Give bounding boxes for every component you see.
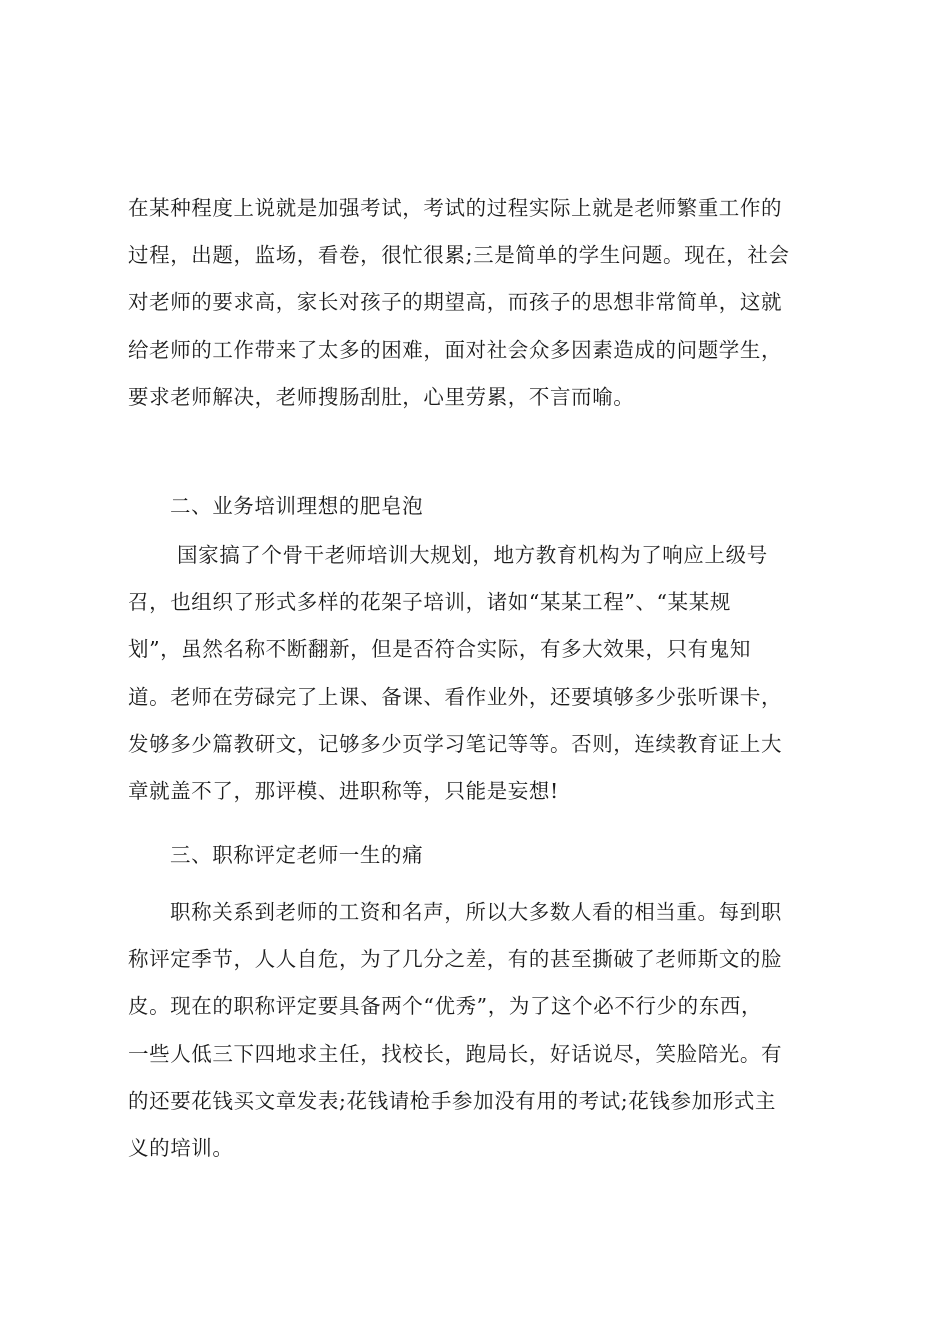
section-heading: 二、业务培训理想的肥皂泡 [170,494,424,518]
text-line: 过程，出题，监场，看卷，很忙很累;三是简单的学生问题。现在，社会 [128,243,790,267]
text-line: 国家搞了个骨干老师培训大规划，地方教育机构为了响应上级号 [177,543,768,567]
text-line: 划”，虽然名称不断翻新，但是否符合实际，有多大效果，只有鬼知 [128,637,751,661]
text-line: 给老师的工作带来了太多的困难，面对社会众多因素造成的问题学生， [128,338,783,362]
text-line: 皮。现在的职称评定要具备两个“优秀”，为了这个必不行少的东西， [128,994,763,1018]
text-line: 对老师的要求高，家长对孩子的期望高，而孩子的思想非常简单，这就 [128,290,783,314]
text-line: 召，也组织了形式多样的花架子培训，诸如“某某工程”、“某某规 [128,590,731,614]
text-line: 章就盖不了，那评模、进职称等，只能是妄想! [128,779,559,803]
text-line: 的还要花钱买文章发表;花钱请枪手参加没有用的考试;花钱参加形式主 [128,1089,777,1113]
section-heading: 三、职称评定老师一生的痛 [170,843,424,867]
text-line: 职称关系到老师的工资和名声，所以大多数人看的相当重。每到职 [170,900,782,924]
text-line: 义的培训。 [128,1136,234,1160]
text-line: 发够多少篇教研文，记够多少页学习笔记等等。否则，连续教育证上大 [128,732,783,756]
text-line: 一些人低三下四地求主任，找校长，跑局长，好话说尽，笑脸陪光。有 [128,1042,783,1066]
text-line: 称评定季节，人人自危，为了几分之差，有的甚至撕破了老师斯文的脸 [128,947,783,971]
text-line: 要求老师解决，老师搜肠刮肚，心里劳累，不言而喻。 [128,385,635,409]
text-line: 在某种程度上说就是加强考试，考试的过程实际上就是老师繁重工作的 [128,196,783,220]
text-line: 道。老师在劳碌完了上课、备课、看作业外，还要填够多少张听课卡， [128,685,783,709]
